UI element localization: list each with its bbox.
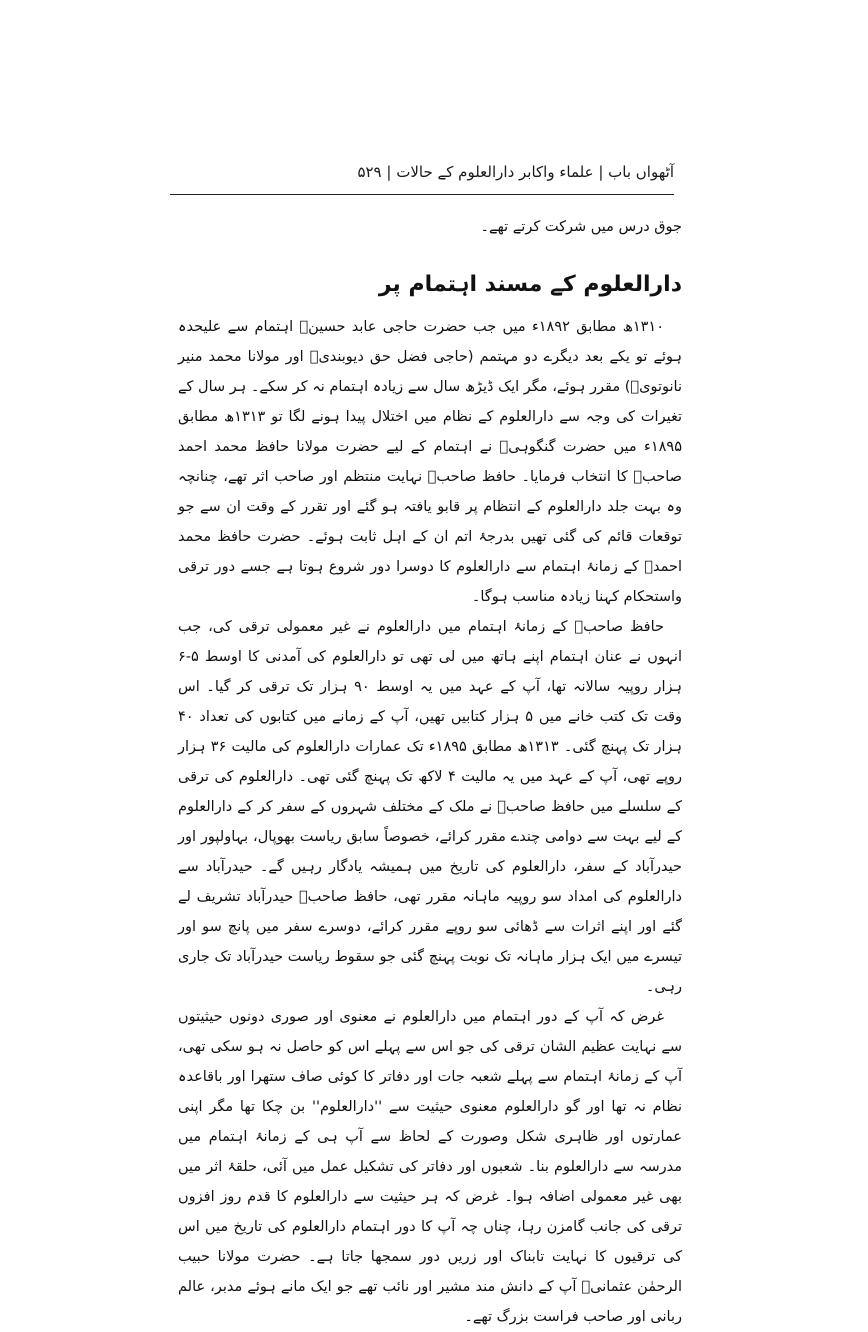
header-divider bbox=[170, 194, 674, 195]
paragraph-3: غرض کہ آپ کے دور اہتمام میں دارالعلوم نے معنوی اور صوری دونوں حیثیتوں سے نہایت عظیم الشان ترقی کی جو اس سے پہلے اس کو حاصل نہ ہو سکی تھی، آپ کے زمانۂ اہتمام سے پہلے شعبہ جات اور دفاتر کا کوئی صاف ستھرا اور باقاعدہ نظام نہ تھا اور گو دارالعلوم معنوی حیثیت سے ''دارالعلوم'' بن چکا تھا مگر اپنی عمارتوں اور ظاہری شکل وصورت کے لحاظ سے آپ ہی کے زمانۂ اہتمام میں مدرسہ سے دارالعلوم بنا۔ شعبوں اور دفاتر کی تشکیل عمل میں آئی، حلقۂ اثر میں بھی غیر معمولی اضافہ ہوا۔ غرض کہ ہر حیثیت سے دارالعلوم کا قدم روز افزوں ترقی کی جانب گامزن رہا، چناں چہ آپ کا دور اہتمام دارالعلوم کی تاریخ میں اس کی ترقیوں کا نہایت تابناک اور زریں دور سمجھا جاتا ہے۔ حضرت مولانا حبیب الرحمٰن عثمانیؒ آپ کے دانش مند مشیر اور نائب تھے جو ایک مانے ہوئے مدبر، عالم ربانی اور صاحب فراست بزرگ تھے۔ bbox=[178, 1009, 682, 1325]
paragraph-1: ۱۳۱۰ھ مطابق ۱۸۹۲ء میں جب حضرت حاجی عابد حسینؒ اہتمام سے علیحدہ ہوئے تو یکے بعد دیگرے دو مہتمم (حاجی فضل حق دیوبندیؒ اور مولانا محمد منیر نانوتویؒ) مقرر ہوئے، مگر ایک ڈیڑھ سال سے زیادہ اہتمام نہ کر سکے۔ ہر سال کے تغیرات کی وجہ سے دارالعلوم کے نظام میں اختلال پیدا ہونے لگا تو ۱۳۱۳ھ مطابق ۱۸۹۵ء میں حضرت گنگوہیؒ نے اہتمام کے لیے حضرت مولانا حافظ محمد احمد صاحبؒ کا انتخاب فرمایا۔ حافظ صاحبؒ نہایت منتظم اور صاحب اثر تھے، چنانچہ وہ بہت جلد دارالعلوم کے انتظام پر قابو یافتہ ہو گئے اور تقرر کے وقت ان سے جو توقعات قائم کی گئی تھیں بدرجۂ اتم ان کے اہل ثابت ہوئے۔ حضرت حافظ محمد احمدؒ کے زمانۂ اہتمام سے دارالعلوم کا دوسرا دور شروع ہوتا ہے جسے دور ترقی واستحکام کہنا زیادہ مناسب ہوگا۔ bbox=[178, 319, 682, 605]
paragraph-2: حافظ صاحبؒ کے زمانۂ اہتمام میں دارالعلوم نے غیر معمولی ترقی کی، جب انہوں نے عنان اہتمام اپنے ہاتھ میں لی تھی تو دارالعلوم کی آمدنی کا اوسط ۵-۶ ہزار روپیہ سالانہ تھا، آپ کے عہد میں یہ اوسط ۹۰ ہزار تک ترقی کر گیا۔ اس وقت تک کتب خانے میں ۵ ہزار کتابیں تھیں، آپ کے زمانے میں کتابوں کی تعداد ۴۰ ہزار تک پہنچ گئی۔ ۱۳۱۳ھ مطابق ۱۸۹۵ء تک عمارات دارالعلوم کی مالیت ۳۶ ہزار روپے تھی، آپ کے عہد میں یہ مالیت ۴ لاکھ تک پہنچ گئی تھی۔ دارالعلوم کی ترقی کے سلسلے میں حافظ صاحبؒ نے ملک کے مختلف شہروں کے سفر کر کے دارالعلوم کے لیے بہت سے دوامی چندے مقرر کرائے، خصوصاً سابق ریاست بھوپال، بہاولپور اور حیدرآباد کے سفر، دارالعلوم کی تاریخ میں ہمیشہ یادگار رہیں گے۔ حیدرآباد سے دارالعلوم کی امداد سو روپیہ ماہانہ مقرر تھی، حافظ صاحبؒ حیدرآباد تشریف لے گئے اور اپنے اثرات سے ڈھائی سو روپے مقرر کرائے، دوسرے سفر میں پانچ سو اور تیسرے میں ایک ہزار ماہانہ تک نوبت پہنچ گئی جو سقوط ریاست حیدرآباد تک جاری رہی۔ bbox=[178, 619, 683, 995]
continuation-line: جوق درس میں شرکت کرتے تھے۔ bbox=[480, 219, 682, 235]
page-body bbox=[178, 212, 682, 1332]
running-header: آٹھواں باب | علماء واکابر دارالعلوم کے حالات | ۵۲۹ bbox=[357, 163, 674, 181]
section-heading: دارالعلوم کے مسند اہتمام پر bbox=[378, 272, 682, 297]
